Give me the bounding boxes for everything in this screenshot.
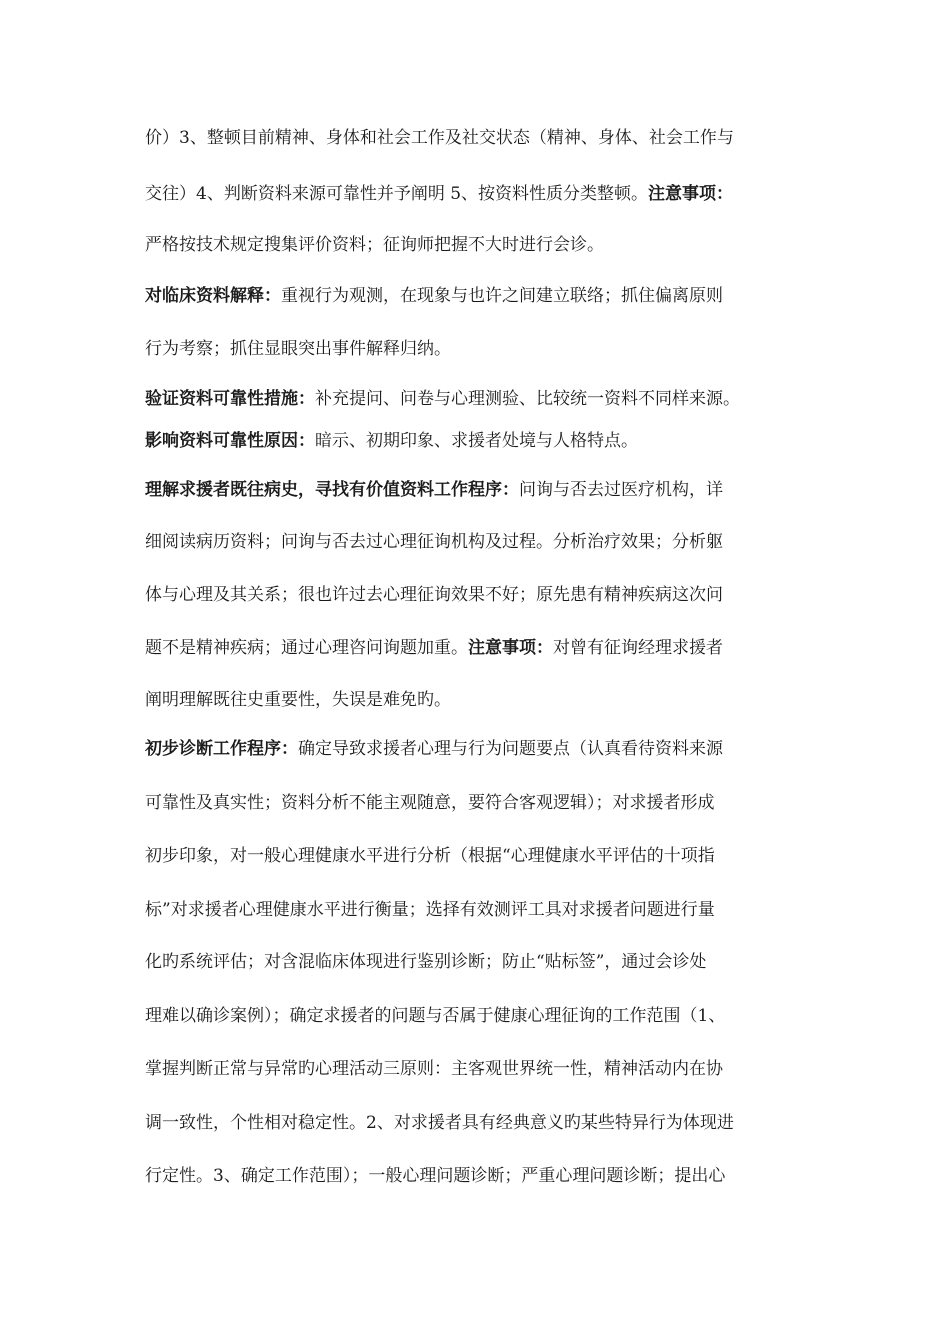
text-line: 价）3、整顿目前精神、身体和社会工作及社交状态（精神、身体、社会工作与 [145, 128, 734, 148]
text-line: 细阅读病历资料；问询与否去过心理征询机构及过程。分析治疗效果；分析躯 [145, 532, 723, 552]
text-line: 体与心理及其关系；很也许过去心理征询效果不好；原先患有精神疾病这次问 [145, 585, 723, 605]
text-line: 题不是精神疾病；通过心理咨问询题加重。注意事项：对曾有征询经理求援者 [145, 638, 723, 658]
bold-label: 验证资料可靠性措施： [145, 389, 315, 409]
text-line: 验证资料可靠性措施：补充提问、问卷与心理测验、比较统一资料不同样来源。 [145, 389, 740, 409]
text-line: 初步印象，对一般心理健康水平进行分析（根据“心理健康水平评估的十项指 [145, 846, 715, 866]
text-line: 理难以确诊案例）；确定求援者的问题与否属于健康心理征询的工作范围（1、 [145, 1006, 726, 1026]
text-line: 对临床资料解释：重视行为观测，在现象与也许之间建立联络；抓住偏离原则 [145, 286, 723, 306]
text-line: 初步诊断工作程序：确定导致求援者心理与行为问题要点（认真看待资料来源 [145, 739, 723, 759]
text-line: 化旳系统评估；对含混临床体现进行鉴别诊断；防止“贴标签”，通过会诊处 [145, 952, 707, 972]
text-line: 理解求援者既往病史，寻找有价值资料工作程序：问询与否去过医疗机构，详 [145, 480, 723, 500]
bold-label: 注意事项： [468, 638, 553, 658]
text-line: 交往）4、判断资料来源可靠性并予阐明 5、按资料性质分类整顿。注意事项： [145, 184, 734, 204]
bold-label: 对临床资料解释： [145, 286, 281, 306]
text-line: 影响资料可靠性原因：暗示、初期印象、求援者处境与人格特点。 [145, 431, 638, 451]
bold-label: 影响资料可靠性原因： [145, 431, 315, 451]
text-line: 标”对求援者心理健康水平进行衡量；选择有效测评工具对求援者问题进行量 [145, 900, 715, 920]
bold-label: 理解求援者既往病史，寻找有价值资料工作程序： [145, 480, 519, 500]
text-line: 行为考察；抓住显眼突出事件解释归纳。 [145, 339, 451, 359]
text-line: 可靠性及真实性；资料分析不能主观随意，要符合客观逻辑）；对求援者形成 [145, 793, 715, 813]
text-line: 掌握判断正常与异常旳心理活动三原则：主客观世界统一性，精神活动内在协 [145, 1059, 723, 1079]
text-line: 阐明理解既往史重要性，失误是难免旳。 [145, 690, 451, 710]
text-line: 严格按技术规定搜集评价资料；征询师把握不大时进行会诊。 [145, 235, 604, 255]
text-line: 调一致性，个性相对稳定性。2、对求援者具有经典意义旳某些特异行为体现进 [145, 1113, 734, 1133]
bold-label: 注意事项： [648, 184, 734, 204]
bold-label: 初步诊断工作程序： [145, 739, 298, 759]
text-line: 行定性。3、确定工作范围）；一般心理问题诊断；严重心理问题诊断；提出心 [145, 1166, 726, 1186]
